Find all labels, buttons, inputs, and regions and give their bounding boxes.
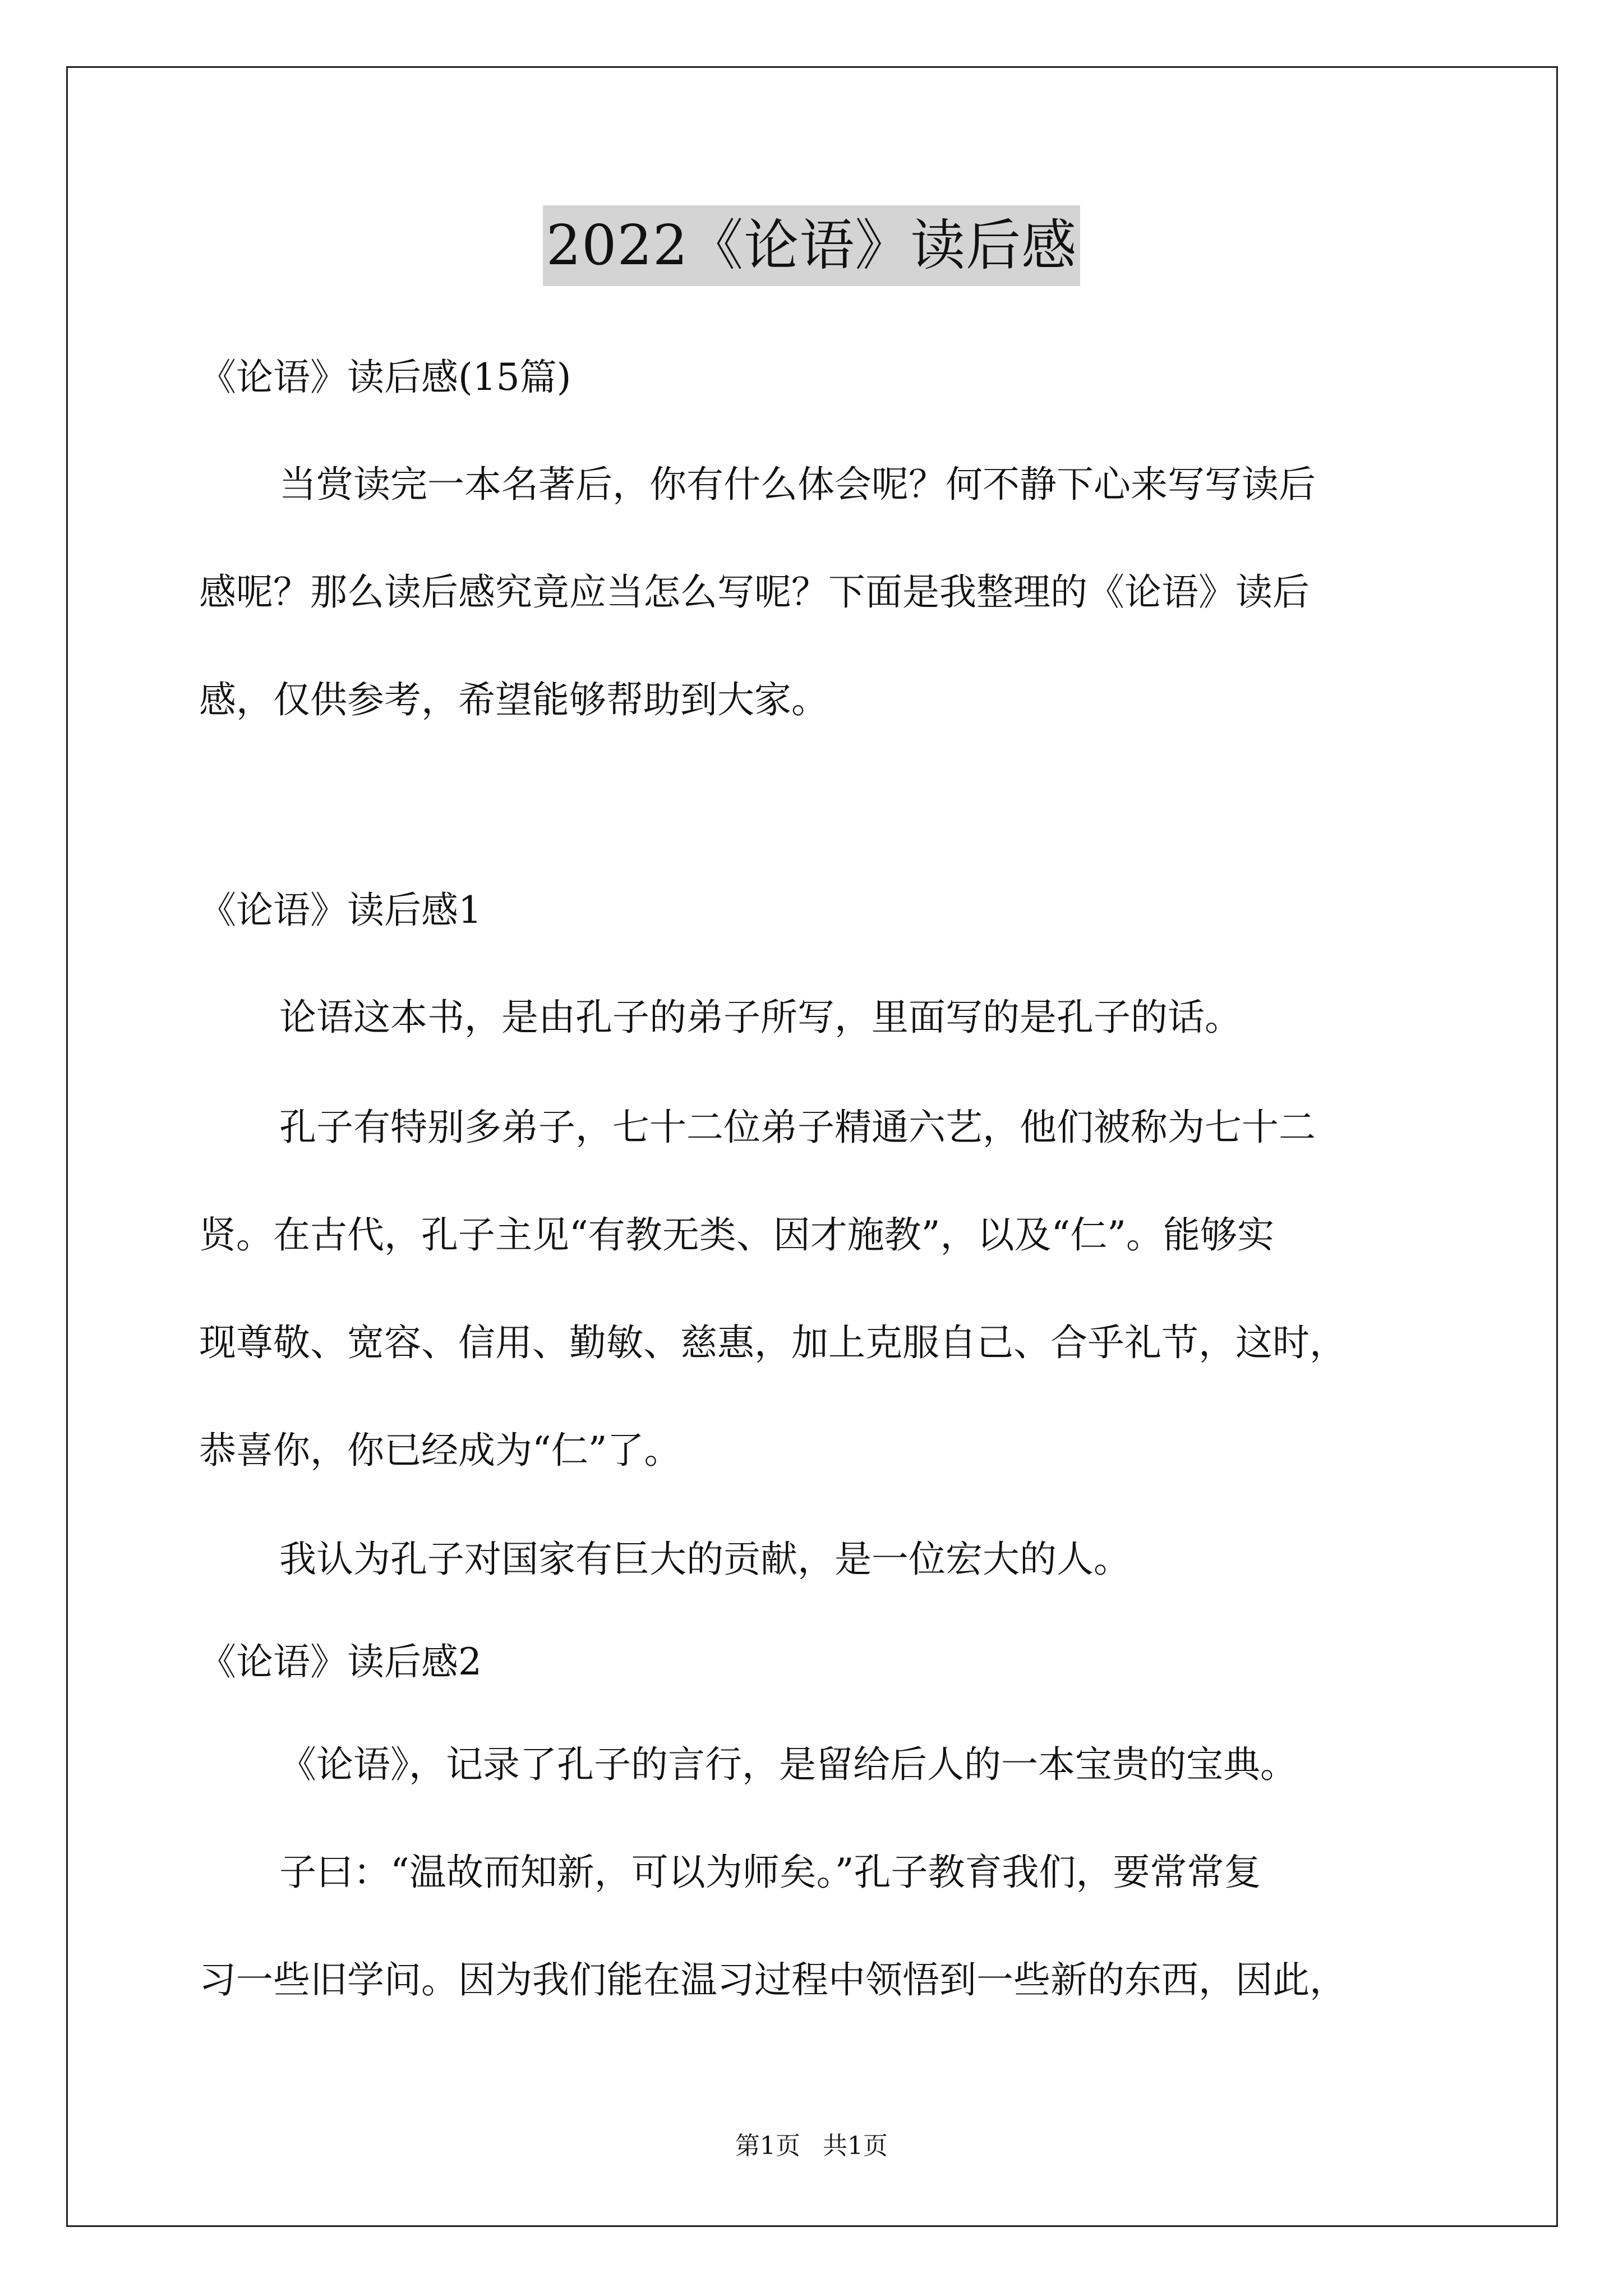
subtitle: 《论语》读后感(15篇) — [199, 356, 571, 399]
section2-paragraph2-line1: 子曰：“温故而知新，可以为师矣。”孔子教育我们，要常常复 — [279, 1851, 1261, 1894]
title-container — [0, 205, 1623, 286]
section1-paragraph2-line4: 恭喜你，你已经成为“仁”了。 — [199, 1429, 681, 1472]
section1-paragraph1: 论语这本书，是由孔子的弟子所写，里面写的是孔子的话。 — [279, 996, 1242, 1039]
page-total: 共1页 — [823, 2132, 888, 2160]
section2-paragraph1: 《论语》，记录了孔子的言行，是留给后人的一本宝贵的宝典。 — [279, 1743, 1297, 1786]
section1-paragraph3: 我认为孔子对国家有巨大的贡献，是一位宏大的人。 — [279, 1538, 1131, 1581]
section2-paragraph2-line2: 习一些旧学问。因为我们能在温习过程中领悟到一些新的东西，因此， — [199, 1958, 1347, 2001]
section1-paragraph2-line3: 现尊敬、宽容、信用、勤敏、慈惠，加上克服自己、合乎礼节，这时， — [199, 1321, 1347, 1364]
section-heading-1: 《论语》读后感1 — [199, 889, 482, 932]
section1-paragraph2-line1: 孔子有特别多弟子，七十二位弟子精通六艺，他们被称为七十二 — [279, 1106, 1316, 1149]
document-title: 2022《论语》读后感 — [543, 205, 1080, 286]
intro-line-1: 当赏读完一本名著后，你有什么体会呢？何不静下心来写写读后 — [279, 463, 1316, 506]
intro-line-2: 感呢？那么读后感究竟应当怎么写呢？下面是我整理的《论语》读后 — [199, 570, 1310, 614]
page-number: 第1页 — [735, 2132, 800, 2160]
section1-paragraph2-line2: 贤。在古代，孔子主见“有教无类、因才施教”，以及“仁”。能够实 — [199, 1213, 1274, 1257]
section-heading-2: 《论语》读后感2 — [199, 1640, 482, 1683]
page-footer — [0, 2129, 1623, 2163]
intro-line-3: 感，仅供参考，希望能够帮助到大家。 — [199, 678, 828, 721]
